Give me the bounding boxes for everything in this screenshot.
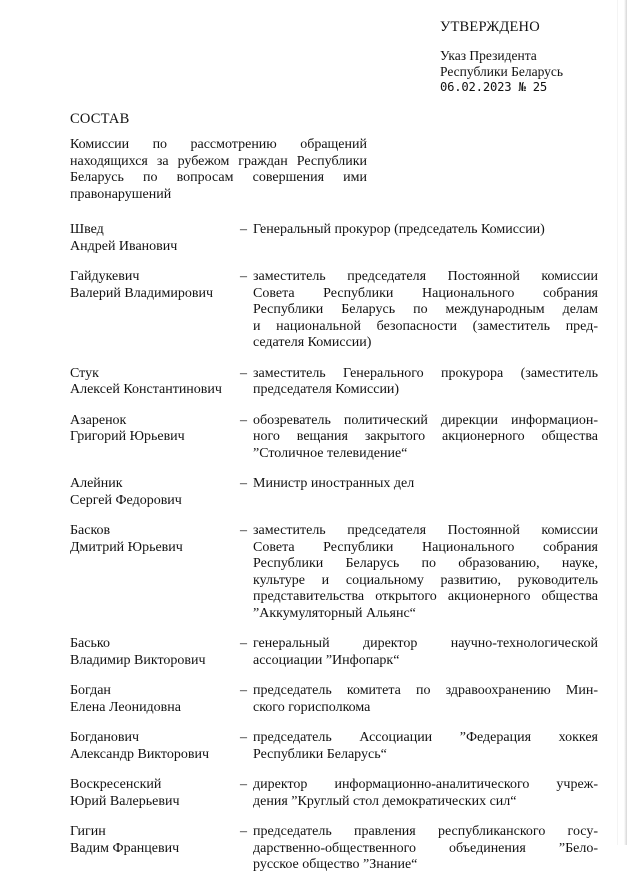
approval-date-number: 06.02.2023 № 25	[440, 80, 548, 94]
member-role-line: заместитель председателя Постоянной комиссии	[253, 269, 598, 284]
member-role-line: дения ”Круглый стол демократических сил“	[253, 793, 517, 809]
approval-reference	[440, 48, 620, 95]
member-dash-separator: –	[240, 824, 247, 839]
approval-country-line: Республики Беларусь	[440, 63, 564, 79]
member-role-line: председатель правления республиканского госу-	[253, 824, 598, 839]
member-surname: Алейник	[70, 476, 123, 491]
member-name	[70, 413, 240, 446]
member-role-line: Совета Республики Национального собрания	[253, 285, 598, 301]
member-role-line: директор информационно-аналитического учреж-	[253, 777, 598, 792]
member-role	[253, 366, 598, 399]
member-role-line: русское общество ”Знание“	[253, 857, 418, 872]
member-role	[253, 269, 598, 352]
member-given-name: Сергей Федорович	[70, 492, 182, 508]
member-role-line: заместитель Генерального прокурора (заместитель	[253, 365, 598, 381]
member-surname: Швед	[70, 222, 104, 237]
subtitle-line: находящихся за рубежом граждан Республики	[70, 153, 367, 169]
member-role-line: обозреватель политический дирекции информацион-	[253, 412, 598, 428]
member-role	[253, 777, 598, 810]
member-role-line: Республики Беларусь по международным делам	[253, 302, 598, 317]
member-name	[70, 476, 240, 509]
member-dash-separator: –	[240, 777, 247, 792]
member-dash-separator: –	[240, 730, 247, 745]
member-given-name: Андрей Иванович	[70, 238, 178, 254]
member-role-line: председатель Ассоциации ”Федерация хоккея	[253, 730, 598, 745]
member-given-name: Вадим Францевич	[70, 840, 180, 856]
subtitle-line: Беларусь по вопросам совершения ими	[70, 170, 367, 185]
member-role-line: ассоциации ”Инфопарк“	[253, 652, 400, 668]
member-dash-separator: –	[240, 683, 247, 698]
member-surname: Азаренок	[70, 412, 127, 428]
member-role	[253, 636, 598, 669]
approval-decree-line: Указ Президента	[440, 48, 537, 63]
member-role-line: культуре и социальному развитию, руководитель	[253, 572, 598, 588]
member-dash-separator: –	[240, 269, 247, 284]
member-role-line: заместитель председателя Постоянной комиссии	[253, 523, 598, 538]
member-name	[70, 222, 240, 255]
member-given-name: Григорий Юрьевич	[70, 429, 185, 444]
member-role	[253, 476, 598, 493]
member-surname: Богданович	[70, 730, 140, 745]
subtitle-line: Комиссии по рассмотрению обращений	[70, 137, 367, 152]
member-name	[70, 730, 240, 763]
member-entry	[70, 730, 598, 763]
member-name	[70, 269, 240, 302]
member-surname: Басков	[70, 523, 111, 538]
member-given-name: Владимир Викторович	[70, 652, 206, 668]
member-role-line: ского горисполкома	[253, 699, 371, 715]
member-role-line: Генеральный прокурор (председатель Комиссии)	[253, 222, 545, 237]
member-role	[253, 222, 598, 239]
member-given-name: Юрий Валерьевич	[70, 793, 180, 809]
scan-edge-artifact-inner	[617, 0, 618, 845]
member-role	[253, 824, 598, 874]
member-given-name: Елена Леонидовна	[70, 699, 181, 715]
member-role-line: и национальной безопасности (заместитель пред-	[253, 318, 598, 334]
member-dash-separator: –	[240, 365, 247, 381]
member-name	[70, 636, 240, 669]
approval-block	[440, 18, 620, 95]
document-subtitle	[70, 137, 367, 203]
member-list	[70, 222, 598, 874]
member-role-line: Республики Беларусь“	[253, 746, 387, 762]
member-name	[70, 366, 240, 399]
member-entry	[70, 222, 598, 255]
member-name	[70, 683, 240, 716]
member-surname: Гигин	[70, 824, 106, 839]
member-role-line: седателя Комиссии)	[253, 335, 372, 350]
member-role	[253, 730, 598, 763]
member-dash-separator: –	[240, 222, 247, 237]
member-surname: Воскресенский	[70, 777, 162, 792]
member-role-line: Совета Республики Национального собрания	[253, 539, 598, 555]
member-role-line: ”Столичное телевидение“	[253, 445, 408, 461]
member-role-line: председателя Комиссии)	[253, 382, 400, 397]
subtitle-line: правонарушений	[70, 186, 172, 202]
member-role-line: ного вещания закрытого акционерного общества	[253, 429, 598, 444]
member-entry	[70, 824, 598, 874]
page-title: СОСТАВ	[70, 111, 130, 127]
member-entry	[70, 366, 598, 399]
member-entry	[70, 413, 598, 463]
member-entry	[70, 269, 598, 352]
member-given-name: Валерий Владимирович	[70, 285, 214, 301]
member-entry	[70, 476, 598, 509]
member-dash-separator: –	[240, 412, 247, 428]
member-surname: Басько	[70, 636, 110, 651]
member-name	[70, 824, 240, 857]
member-surname: Гайдукевич	[70, 269, 140, 284]
member-role-line: ”Аккумуляторный Альянс“	[253, 605, 416, 621]
approval-heading: УТВЕРЖДЕНО	[440, 19, 540, 35]
member-entry	[70, 683, 598, 716]
member-dash-separator: –	[240, 523, 247, 538]
member-name	[70, 523, 240, 556]
member-entry	[70, 523, 598, 622]
member-role-line: представительства открытого акционерного общества	[253, 589, 598, 604]
member-role-line: председатель комитета по здравоохранению Мин-	[253, 683, 598, 698]
member-role-line: генеральный директор научно-технологической	[253, 636, 598, 651]
member-given-name: Александр Викторович	[70, 746, 210, 762]
member-role-line: Министр иностранных дел	[253, 476, 415, 491]
member-dash-separator: –	[240, 476, 247, 491]
member-role	[253, 683, 598, 716]
member-role-line: Республики Беларусь по образованию, науке,	[253, 556, 598, 571]
member-role	[253, 523, 598, 622]
member-entry	[70, 777, 598, 810]
member-entry	[70, 636, 598, 669]
member-surname: Богдан	[70, 683, 111, 698]
member-given-name: Алексей Константинович	[70, 382, 222, 397]
member-given-name: Дмитрий Юрьевич	[70, 539, 183, 555]
member-name	[70, 777, 240, 810]
member-surname: Стук	[70, 365, 99, 381]
member-dash-separator: –	[240, 636, 247, 651]
member-role	[253, 413, 598, 463]
member-role-line: дарственно-общественного объединения ”Бело-	[253, 840, 598, 856]
